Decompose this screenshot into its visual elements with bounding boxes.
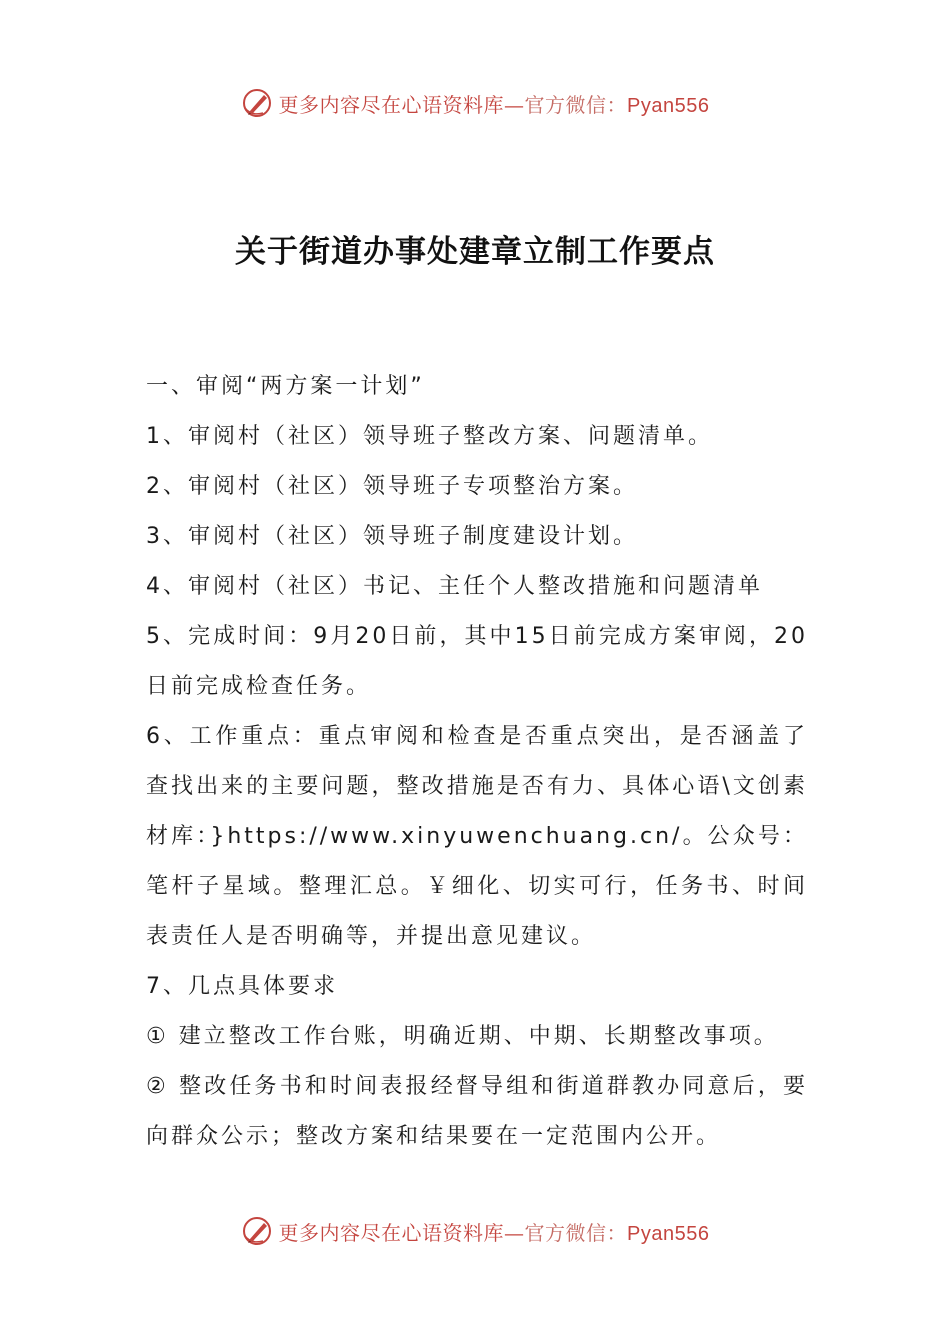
footer-banner-dash: — <box>504 1220 525 1245</box>
list-item: 2、审阅村（社区）领导班子专项整治方案。 <box>146 474 638 499</box>
pen-logo-icon <box>241 1214 275 1248</box>
list-item: 5、完成时间：9月20日前，其中15日前完成方案审阅，20日前完成检查任务。 <box>146 624 808 699</box>
footer-banner-wechat-label: 官方微信： <box>524 1220 628 1245</box>
list-item: 6、工作重点：重点审阅和检查是否重点突出，是否涵盖了查找出来的主要问题，整改措施是否有力、具体心语\文创素材库：}https://www.xinyuwenchuang.cn/。公众号：笔杆子星域。整理汇总。￥细化、切实可行，任务书、时间表责任人是否明确等，并提出意见建议。 <box>146 724 808 949</box>
list-item: 4、审阅村（社区）书记、主任个人整改措施和问题清单 <box>146 574 763 599</box>
footer-banner-text <box>279 1217 710 1246</box>
list-item: 7、几点具体要求 <box>146 974 338 999</box>
pen-logo-icon <box>241 86 275 120</box>
section-heading: 一、审阅“两方案一计划” <box>146 374 425 399</box>
document-title: 关于街道办事处建章立制工作要点 <box>235 234 715 270</box>
header-banner-wechat-id: Pyan556 <box>627 94 710 117</box>
header-banner-dash: — <box>504 92 525 117</box>
list-item: ① 建立整改工作台账，明确近期、中期、长期整改事项。 <box>146 1024 779 1049</box>
header-banner-text <box>279 89 710 118</box>
header-banner-wechat-label: 官方微信： <box>524 92 628 117</box>
list-item: 3、审阅村（社区）领导班子制度建设计划。 <box>146 524 638 549</box>
document-body <box>146 362 808 1162</box>
footer-banner <box>0 1211 950 1251</box>
list-item: ② 整改任务书和时间表报经督导组和街道群教办同意后，要向群众公示；整改方案和结果要在一定范围内公开。 <box>146 1074 808 1149</box>
footer-banner-wechat-id: Pyan556 <box>627 1222 710 1245</box>
list-item: 1、审阅村（社区）领导班子整改方案、问题清单。 <box>146 424 713 449</box>
footer-banner-main: 更多内容尽在心语资料库 <box>278 1220 505 1245</box>
header-banner-main: 更多内容尽在心语资料库 <box>278 92 505 117</box>
header-banner <box>0 83 950 123</box>
